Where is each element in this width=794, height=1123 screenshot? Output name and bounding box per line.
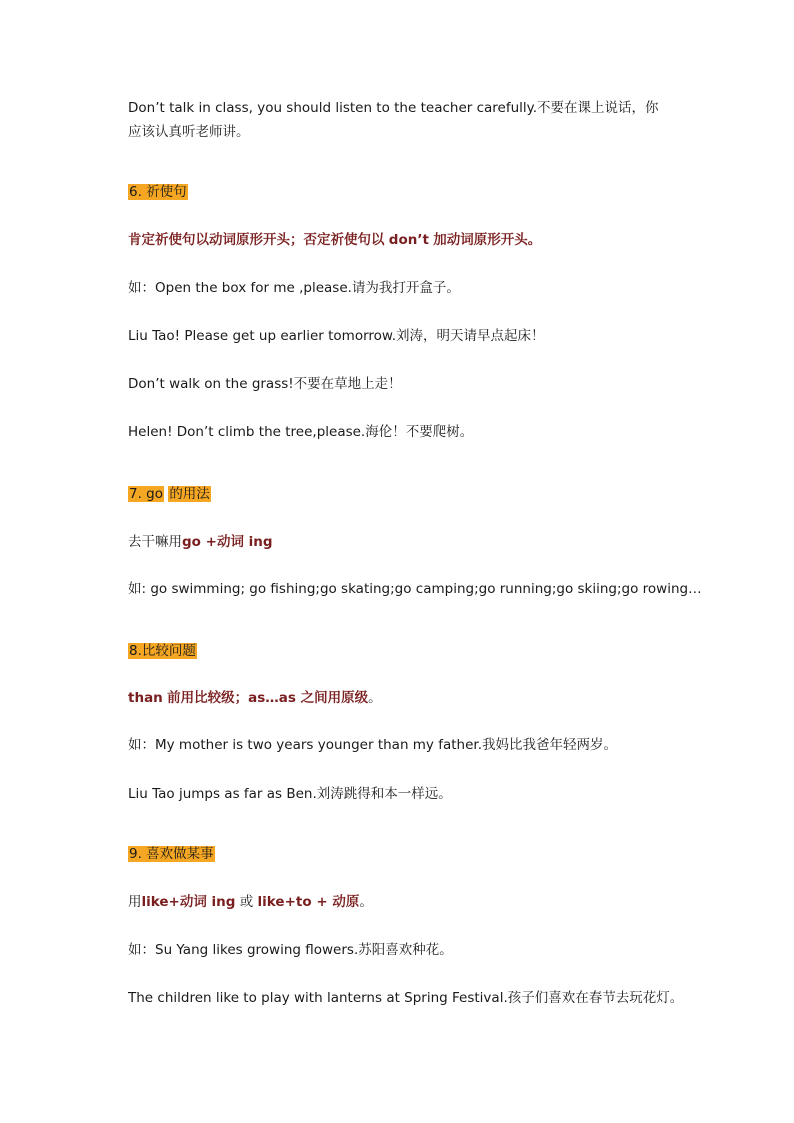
rule-text-part1: than xyxy=(128,690,163,706)
rule-text-part1: 去干嘛用 xyxy=(128,534,182,550)
section-8-example-2: Liu Tao jumps as far as Ben.刘涛跳得和本一样远。 xyxy=(128,786,452,802)
section-6-heading xyxy=(128,181,188,203)
section-6-title: 6. 祈使句 xyxy=(129,184,187,200)
rule-text-part1: 用 xyxy=(128,894,142,910)
section-9-example-2: The children like to play with lanterns at Spring Festival.孩子们喜欢在春节去玩花灯。 xyxy=(128,990,684,1006)
rule-text-part2: 前用比较级；as…as 之间用原级 xyxy=(167,690,369,706)
section-7-title-part2: 的用法 xyxy=(169,486,210,502)
section-9-heading xyxy=(128,843,215,865)
rule-text-part2: don’t xyxy=(388,232,429,248)
section-7-heading xyxy=(128,483,211,505)
rule-text-part3: 加动词原形开头。 xyxy=(433,232,542,248)
section-7-example-1: 如: go swimming; go fishing;go skating;go camping;go running;go skiing;go rowing… xyxy=(128,581,702,597)
rule-text-part5: 。 xyxy=(359,894,373,910)
rule-text-part2: like+动词 ing xyxy=(141,894,236,910)
section-8-rule xyxy=(128,687,382,709)
rule-text-part2: go +动词 ing xyxy=(182,534,273,550)
paragraph-intro: Don’t talk in class, you should listen to the teacher carefully.不要在课上说话，你应该认真听老师讲。 xyxy=(128,100,659,140)
rule-text-part3: 。 xyxy=(368,690,382,706)
section-6-example-2: Liu Tao! Please get up earlier tomorrow.刘涛，明天请早点起床！ xyxy=(128,328,545,344)
section-7-rule xyxy=(128,531,273,553)
section-6-rule xyxy=(128,229,541,251)
section-8-heading xyxy=(128,640,197,662)
rule-text-part1: 肯定祈使句以动词原形开头；否定祈使句以 xyxy=(128,232,385,248)
section-8-example-1: 如：My mother is two years younger than my father.我妈比我爸年轻两岁。 xyxy=(128,737,617,753)
rule-text-part3: 或 xyxy=(239,894,254,910)
rule-text-part4: like+to + 动原 xyxy=(257,894,360,910)
section-9-rule xyxy=(128,891,373,913)
section-8-title: 8.比较问题 xyxy=(129,643,196,659)
section-9-title: 9. 喜欢做某事 xyxy=(129,846,214,862)
section-6-example-3: Don’t walk on the grass!不要在草地上走！ xyxy=(128,376,402,392)
section-6-example-4: Helen! Don’t climb the tree,please.海伦！不要爬树。 xyxy=(128,424,474,440)
section-9-example-1: 如：Su Yang likes growing flowers.苏阳喜欢种花。 xyxy=(128,942,453,958)
section-7-title-part1: 7. go xyxy=(129,486,164,502)
section-6-example-1: 如：Open the box for me ,please.请为我打开盒子。 xyxy=(128,280,460,296)
